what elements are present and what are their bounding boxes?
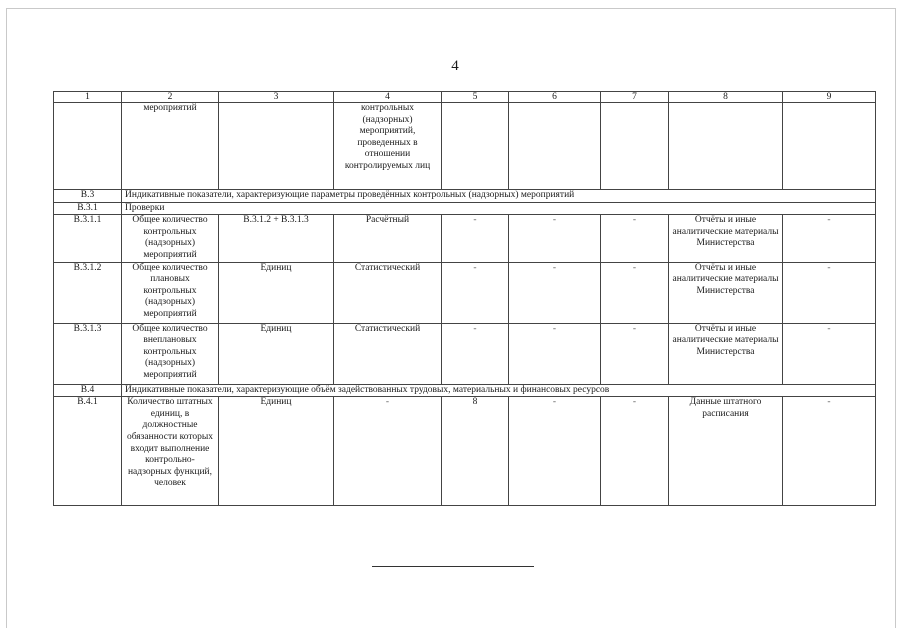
cell-code: В.3.1.3 [54, 323, 122, 384]
cell-c5: - [442, 215, 509, 262]
cell-source: Данные штатного расписания [669, 397, 783, 506]
cell-name: Количество штатных единиц, в должностные обязанности которых входит выполнение контрольно-надзорных функций, человек [122, 397, 219, 506]
table-row [54, 215, 876, 262]
section-row-b31 [54, 202, 876, 215]
header-cell: 8 [669, 92, 783, 103]
cell-code: В.4.1 [54, 397, 122, 506]
cell-method: Статистический [334, 262, 442, 323]
section-title: Индикативные показатели, характеризующие объём задействованных трудовых, материальных и финансовых ресурсов [122, 384, 876, 397]
cell-source: Отчёты и иные аналитические материалы Министерства [669, 262, 783, 323]
cell-formula [219, 103, 334, 190]
table-row-continuation [54, 103, 876, 190]
header-cell: 5 [442, 92, 509, 103]
cell-method: - [334, 397, 442, 506]
cell-c7: - [601, 215, 669, 262]
section-title: Проверки [122, 202, 876, 215]
cell-c9: - [783, 323, 876, 384]
cell-code: В.3.1.1 [54, 215, 122, 262]
cell-name: мероприятий [122, 103, 219, 190]
header-cell: 1 [54, 92, 122, 103]
cell-code: В.3.1.2 [54, 262, 122, 323]
cell-c5: - [442, 323, 509, 384]
cell-c9 [783, 103, 876, 190]
cell-c7: - [601, 323, 669, 384]
cell-c7: - [601, 397, 669, 506]
scan-border-left [6, 8, 7, 628]
cell-code [54, 103, 122, 190]
cell-c7: - [601, 262, 669, 323]
page-number: 4 [451, 58, 459, 74]
header-row [54, 92, 876, 103]
header-cell: 7 [601, 92, 669, 103]
header-cell: 2 [122, 92, 219, 103]
cell-c9: - [783, 397, 876, 506]
cell-method: Статистический [334, 323, 442, 384]
header-cell: 3 [219, 92, 334, 103]
cell-c9: - [783, 262, 876, 323]
scan-border-right [895, 8, 896, 628]
cell-c9: - [783, 215, 876, 262]
section-code: В.3.1 [54, 202, 122, 215]
cell-formula: Единиц [219, 397, 334, 506]
cell-c6: - [509, 262, 601, 323]
cell-method: контрольных (надзорных) мероприятий, проведенных в отношении контролируемых лиц [334, 103, 442, 190]
section-code: В.3 [54, 190, 122, 203]
cell-c5 [442, 103, 509, 190]
header-cell: 6 [509, 92, 601, 103]
section-code: В.4 [54, 384, 122, 397]
cell-c6: - [509, 215, 601, 262]
header-cell: 4 [334, 92, 442, 103]
cell-formula: Единиц [219, 323, 334, 384]
cell-c6: - [509, 397, 601, 506]
cell-c5: - [442, 262, 509, 323]
cell-c6: - [509, 323, 601, 384]
cell-formula: Единиц [219, 262, 334, 323]
header-cell: 9 [783, 92, 876, 103]
table-row [54, 397, 876, 506]
table-row [54, 262, 876, 323]
cell-source: Отчёты и иные аналитические материалы Министерства [669, 323, 783, 384]
section-title: Индикативные показатели, характеризующие параметры проведённых контрольных (надзорных) мероприятий [122, 190, 876, 203]
cell-source [669, 103, 783, 190]
scan-border-top [6, 8, 896, 9]
section-row-b3 [54, 190, 876, 203]
section-row-b4 [54, 384, 876, 397]
footer-rule [372, 566, 534, 567]
cell-c5: 8 [442, 397, 509, 506]
indicators-table [53, 91, 876, 506]
cell-name: Общее количество контрольных (надзорных) мероприятий [122, 215, 219, 262]
cell-name: Общее количество внеплановых контрольных (надзорных) мероприятий [122, 323, 219, 384]
cell-name: Общее количество плановых контрольных (надзорных) мероприятий [122, 262, 219, 323]
cell-source: Отчёты и иные аналитические материалы Министерства [669, 215, 783, 262]
cell-method: Расчётный [334, 215, 442, 262]
table-row [54, 323, 876, 384]
cell-formula: В.3.1.2 + В.3.1.3 [219, 215, 334, 262]
cell-c7 [601, 103, 669, 190]
cell-c6 [509, 103, 601, 190]
